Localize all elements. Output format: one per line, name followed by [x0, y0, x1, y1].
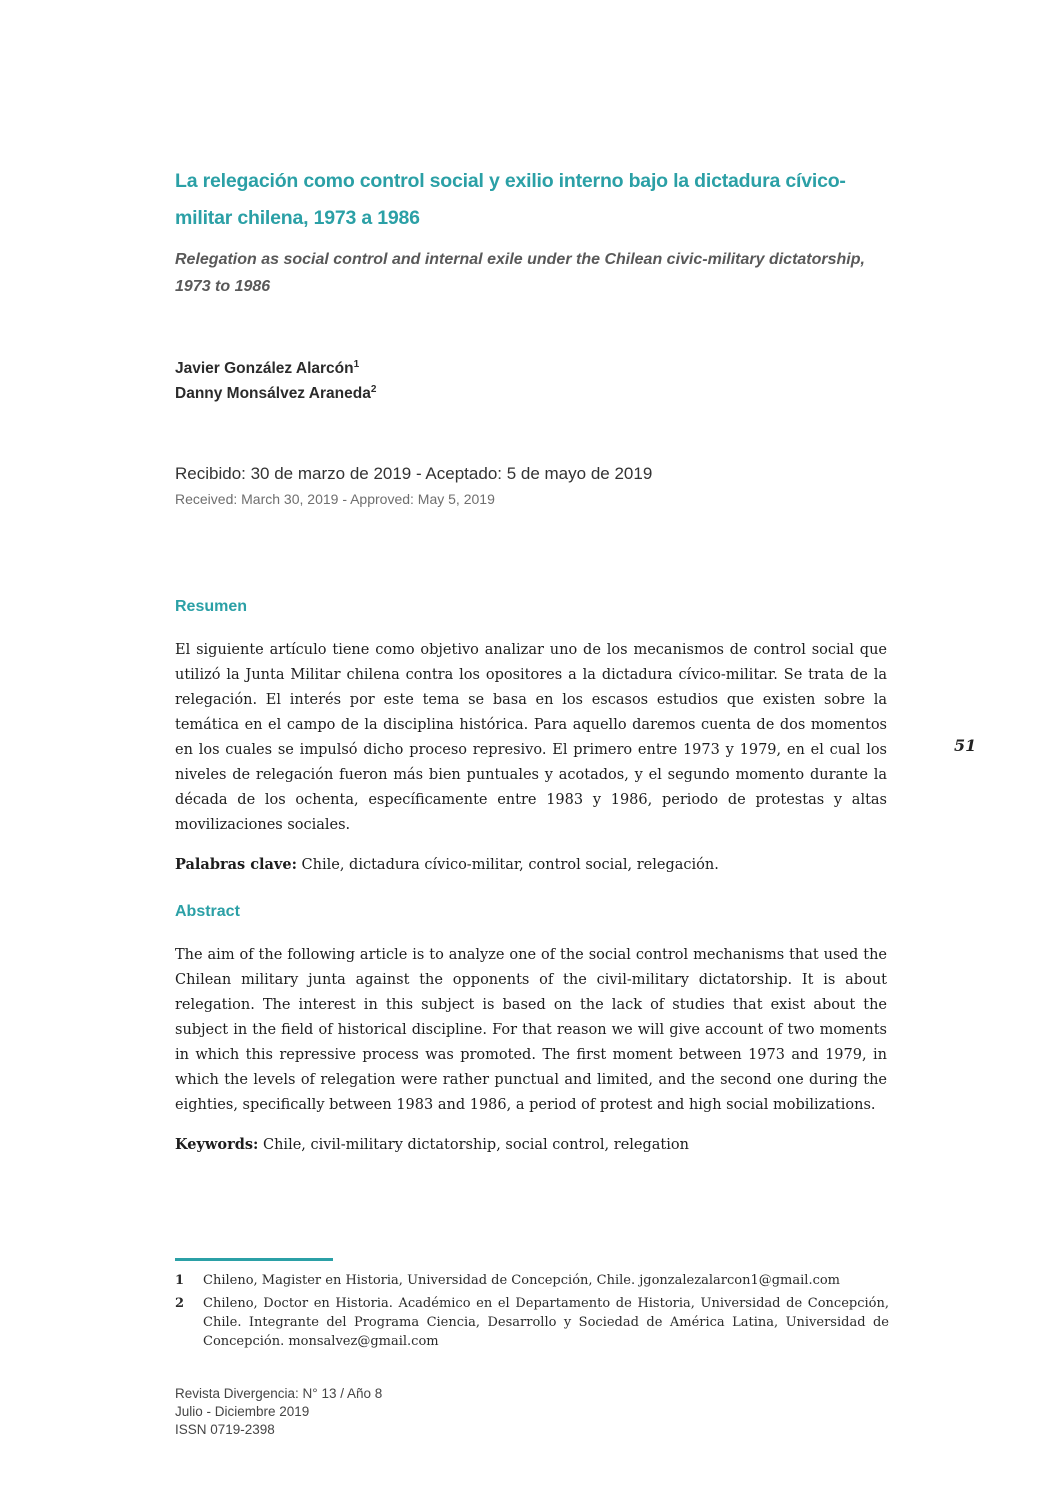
keywords-label: Keywords:	[175, 1135, 259, 1153]
author-1-footnote-ref: 1	[353, 358, 360, 370]
resumen-body: El siguiente artículo tiene como objetivo analizar uno de los mecanismos de control social que utilizó la Junta Militar chilena contra los opositores a la dictadura cívico-militar. Se trata de la relegación. El interés por este tema se basa en los escasos estudios que existen sobre la temática en el campo de la disciplina histórica. Para aquello daremos cuenta de dos momentos en los cuales se impulsó dicho proceso represivo. El primero entre 1973 y 1979, en el cual los niveles de relegación fueron más bien puntuales y acotados, y el segundo momento durante la década de los ochenta, específicamente entre 1983 y 1986, periodo de protestas y altas movilizaciones sociales.	[175, 642, 887, 833]
abstract-section	[175, 903, 887, 1171]
footer-journal-issue: Revista Divergencia: N° 13 / Año 8	[175, 1386, 383, 1401]
authors-block	[175, 356, 775, 406]
page-number: 51	[954, 736, 977, 755]
author-1-name: Javier González Alarcón	[175, 360, 354, 377]
article-title-es: La relegación como control social y exilio interno bajo la dictadura cívico-militar chilena, 1973 a 1986	[175, 170, 846, 230]
footnote-1	[175, 1271, 889, 1290]
author-2-footnote-ref: 2	[370, 383, 377, 395]
footer-issn: ISSN 0719-2398	[175, 1422, 275, 1437]
resumen-section	[175, 598, 887, 891]
author-2-name: Danny Monsálvez Araneda	[175, 385, 371, 402]
footnote-divider	[175, 1258, 333, 1261]
footnote-2-text: Chileno, Doctor en Historia. Académico en el Departamento de Historia, Universidad de Concepción, Chile. Integrante del Programa Ciencia, Desarrollo y Sociedad de América Latina, Universidad de Concepción. monsalvez@gmail.com	[203, 1296, 889, 1349]
footer-period: Julio - Diciembre 2019	[175, 1404, 310, 1419]
footnote-2	[175, 1294, 889, 1351]
dates-en: Received: March 30, 2019 - Approved: May 5, 2019	[175, 491, 495, 507]
palabras-clave-line	[175, 853, 887, 877]
keywords-text: Chile, civil-military dictatorship, social control, relegation	[263, 1136, 689, 1153]
palabras-clave-text: Chile, dictadura cívico-militar, control social, relegación.	[301, 856, 719, 873]
abstract-body: The aim of the following article is to analyze one of the social control mechanisms that used the Chilean military junta against the opponents of the civil-military dictatorship. It is about relegation. The interest in this subject is based on the lack of studies that exist about the subject in the field of historical discipline. For that reason we will give account of two moments in which this repressive process was promoted. The first moment between 1973 and 1979, in which the levels of relegation were rather punctual and limited, and the second one during the eighties, specifically between 1983 and 1986, a period of protest and high social mobilizations.	[175, 947, 887, 1113]
palabras-clave-label: Palabras clave:	[175, 855, 297, 873]
footnote-1-number: 1	[175, 1273, 185, 1288]
footnote-2-number: 2	[175, 1296, 185, 1311]
footnotes-section	[175, 1258, 889, 1355]
journal-footer	[175, 1385, 595, 1439]
keywords-line	[175, 1133, 887, 1157]
resumen-heading: Resumen	[175, 598, 248, 615]
abstract-heading: Abstract	[175, 903, 240, 920]
footnote-1-text: Chileno, Magister en Historia, Universidad de Concepción, Chile. jgonzalezalarcon1@gmail.com	[203, 1273, 841, 1288]
dates-block	[175, 462, 825, 509]
article-title-en: Relegation as social control and internal exile under the Chilean civic-military dictatorship, 1973 to 1986	[175, 251, 865, 296]
author-2	[175, 381, 775, 406]
dates-es: Recibido: 30 de marzo de 2019 - Aceptado: 5 de mayo de 2019	[175, 464, 653, 483]
author-1	[175, 356, 775, 381]
